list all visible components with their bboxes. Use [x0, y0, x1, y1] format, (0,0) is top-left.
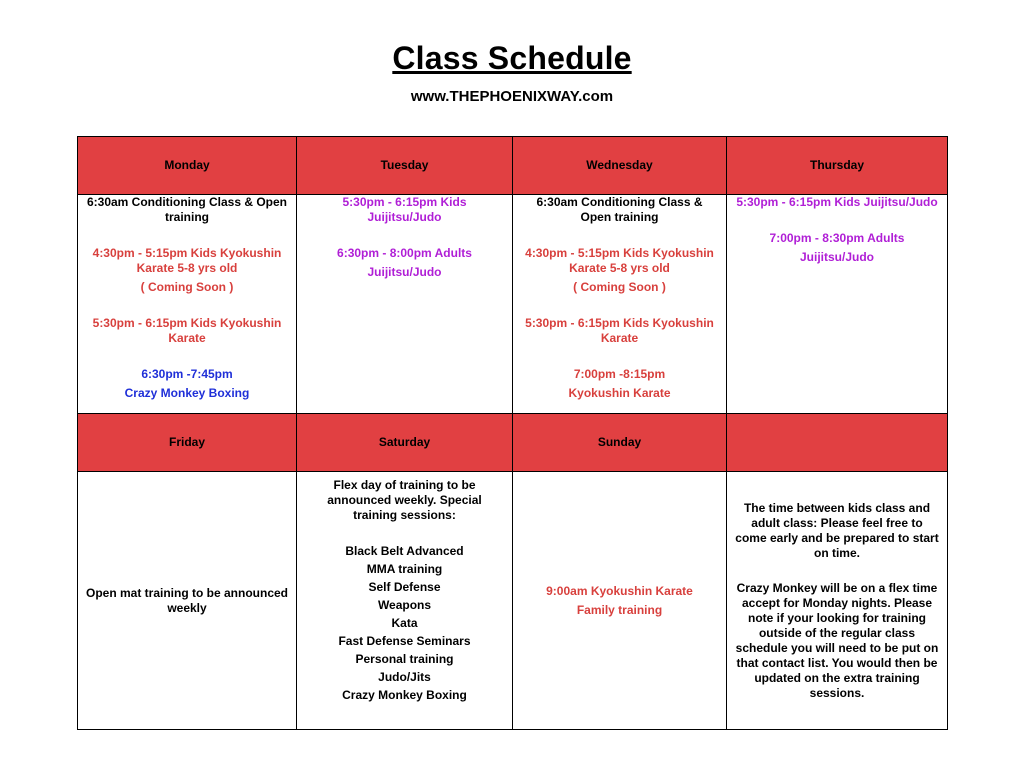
sunday-karate: 9:00am Kyokushin Karate	[546, 583, 693, 598]
tuesday-adults-name: Juijitsu/Judo	[367, 265, 442, 279]
saturday-cell	[297, 472, 513, 730]
saturday-session: Fast Defense Seminars	[338, 634, 471, 648]
monday-boxing-time: 6:30pm -7:45pm	[141, 367, 233, 381]
day-header-friday: Friday	[78, 414, 297, 472]
saturday-intro: Flex day of training to be announced weekly. Special training sessions:	[327, 478, 482, 522]
day-header-saturday: Saturday	[297, 414, 513, 472]
schedule-row-week2	[78, 472, 948, 730]
day-header-wednesday: Wednesday	[513, 137, 727, 195]
saturday-session: Black Belt Advanced	[345, 544, 464, 558]
day-header-tuesday: Tuesday	[297, 137, 513, 195]
wednesday-conditioning: 6:30am Conditioning Class & Open training	[536, 195, 703, 224]
monday-boxing-name: Crazy Monkey Boxing	[124, 386, 250, 400]
tuesday-kids-jits: 5:30pm - 6:15pm Kids Juijitsu/Judo	[342, 195, 467, 224]
tuesday-adults-time: 6:30pm - 8:00pm Adults	[337, 246, 472, 260]
monday-kids-karate-note: ( Coming Soon )	[140, 280, 234, 294]
thursday-adults-name: Juijitsu/Judo	[799, 250, 874, 264]
wednesday-karate-name: Kyokushin Karate	[568, 386, 671, 400]
header-row-week2	[78, 414, 948, 472]
day-header-monday: Monday	[78, 137, 297, 195]
day-header-sunday: Sunday	[513, 414, 727, 472]
wednesday-cell	[513, 195, 727, 414]
friday-open-mat: Open mat training to be announced weekly	[86, 585, 289, 615]
sunday-family: Family training	[576, 602, 663, 617]
monday-kids-karate-time: 4:30pm - 5:15pm Kids Kyokushin Karate 5-8 yrs old	[92, 246, 282, 275]
saturday-session: Crazy Monkey Boxing	[342, 688, 467, 702]
friday-cell	[78, 472, 297, 730]
header-row-week1	[78, 137, 948, 195]
page-title: Class Schedule	[392, 40, 632, 76]
saturday-session: Self Defense	[368, 580, 441, 594]
saturday-session: Judo/Jits	[378, 670, 431, 684]
wednesday-kids-karate2: 5:30pm - 6:15pm Kids Kyokushin Karate	[525, 316, 714, 345]
website-url: www.THEPHOENIXWAY.com	[410, 88, 614, 105]
monday-kids-karate2: 5:30pm - 6:15pm Kids Kyokushin Karate	[92, 316, 282, 345]
wednesday-karate-time: 7:00pm -8:15pm	[573, 367, 666, 381]
schedule-row-week1	[78, 195, 948, 414]
saturday-session: MMA training	[366, 562, 443, 576]
saturday-session: Kata	[391, 616, 418, 630]
note-kids-adult-gap: The time between kids class and adult class: Please feel free to come early and be prepared to start on time.	[735, 500, 939, 560]
wednesday-kids-karate-note: ( Coming Soon )	[573, 280, 666, 294]
wednesday-kids-karate-time: 4:30pm - 5:15pm Kids Kyokushin Karate 5-8 yrs old	[525, 246, 714, 275]
thursday-adults-time: 7:00pm - 8:30pm Adults	[769, 231, 905, 245]
tuesday-cell	[297, 195, 513, 414]
notes-cell	[727, 472, 948, 730]
saturday-session: Weapons	[377, 598, 432, 612]
thursday-cell	[727, 195, 948, 414]
sunday-cell	[513, 472, 727, 730]
monday-cell	[78, 195, 297, 414]
note-crazy-monkey: Crazy Monkey will be on a flex time accept for Monday nights. Please note if your looking for training outside of the regular class schedule you will need to be put on that contact list. You would then be updated on the extra training sessions.	[735, 580, 939, 700]
day-header-empty	[727, 414, 948, 472]
thursday-kids-jits: 5:30pm - 6:15pm Kids Juijitsu/Judo	[736, 195, 938, 209]
saturday-session: Personal training	[355, 652, 454, 666]
monday-conditioning: 6:30am Conditioning Class & Open training	[86, 195, 288, 224]
day-header-thursday: Thursday	[727, 137, 948, 195]
schedule-table	[77, 136, 948, 730]
